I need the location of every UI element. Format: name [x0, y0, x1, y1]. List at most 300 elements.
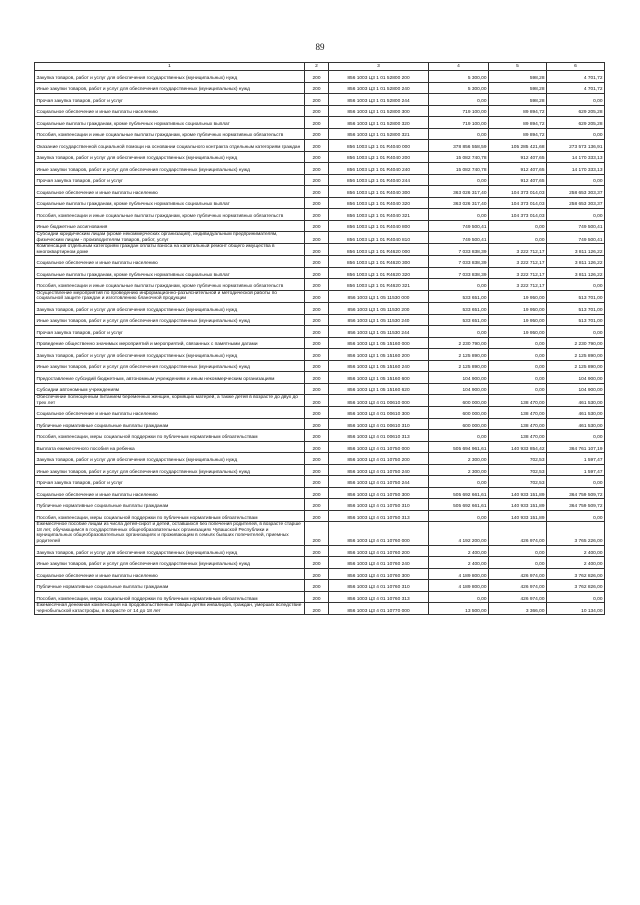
- row-code-cell: 856 1003 Ц3 1 05 11530 244: [329, 326, 429, 338]
- table-row: [35, 117, 605, 129]
- row-approved-cell: 749 500,41: [429, 220, 489, 232]
- row-code-cell: 856 1003 Ц3 1 01 52800 244: [329, 94, 429, 106]
- row-name-cell: Пособия, компенсации и иные социальные выплаты гражданам, кроме публичных нормативных обязательств: [35, 279, 305, 291]
- table-row: [35, 603, 605, 615]
- row-remaining-cell: 364 761 107,19: [547, 441, 605, 453]
- row-remaining-cell: 3 762 826,00: [547, 568, 605, 580]
- row-code-cell: 856 1003 Ц3 1 05 11530 240: [329, 314, 429, 326]
- row-remaining-cell: 0,00: [547, 128, 605, 140]
- row-approved-cell: 7 033 838,39: [429, 256, 489, 268]
- row-executed-cell: 426 974,00: [489, 568, 547, 580]
- row-executed-cell: 702,53: [489, 464, 547, 476]
- row-name-cell: Закупка товаров, работ и услуг для обеспечения государственных (муниципальных) нужд: [35, 453, 305, 465]
- row-executed-cell: 598,28: [489, 94, 547, 106]
- row-code-cell: 856 1003 Ц3 1 01 R4040 300: [329, 186, 429, 198]
- row-executed-cell: 140 933 854,42: [489, 441, 547, 453]
- table-row: [35, 487, 605, 499]
- row-executed-cell: 0,00: [489, 360, 547, 372]
- row-remaining-cell: 2 400,00: [547, 545, 605, 557]
- row-approved-cell: 2 125 890,00: [429, 349, 489, 361]
- row-approved-cell: 600 000,00: [429, 395, 489, 407]
- row-remaining-cell: 2 400,00: [547, 557, 605, 569]
- row-code-cell: 856 1003 Ц3 1 01 52800 320: [329, 117, 429, 129]
- row-code-cell: 856 1003 Ц3 1 05 11530 200: [329, 303, 429, 315]
- row-approved-cell: 0,00: [429, 430, 489, 442]
- row-name-cell: Выплата ежемесячного пособия на ребенка: [35, 441, 305, 453]
- row-remaining-cell: 3 762 826,00: [547, 580, 605, 592]
- row-remaining-cell: 364 759 509,72: [547, 487, 605, 499]
- row-name-cell: Компенсация отдельным категориям граждан оплаты взноса на капитальный ремонт общего имущества в многоквартирном доме: [35, 244, 305, 256]
- row-remaining-cell: 1 597,47: [547, 464, 605, 476]
- column-header-5: 5: [489, 63, 547, 71]
- row-approved-cell: 600 000,00: [429, 418, 489, 430]
- row-grbs-cell: 200: [305, 430, 329, 442]
- row-executed-cell: 3 366,00: [489, 603, 547, 615]
- row-name-cell: Субсидии юридическим лицам (кроме некоммерческих организаций), индивидуальным предпринимателям, физическим лицам - производителям товаров, работ, услуг: [35, 232, 305, 244]
- table-row: [35, 94, 605, 106]
- row-code-cell: 856 1003 Ц3 4 01 10770 000: [329, 603, 429, 615]
- row-approved-cell: 363 026 317,40: [429, 186, 489, 198]
- row-executed-cell: 89 894,72: [489, 128, 547, 140]
- row-executed-cell: 0,00: [489, 383, 547, 395]
- row-grbs-cell: 200: [305, 326, 329, 338]
- row-grbs-cell: 200: [305, 82, 329, 94]
- row-executed-cell: 3 222 712,17: [489, 256, 547, 268]
- row-grbs-cell: 200: [305, 128, 329, 140]
- row-name-cell: Иные бюджетные ассигнования: [35, 220, 305, 232]
- row-code-cell: 856 1003 Ц3 4 01 10760 240: [329, 557, 429, 569]
- row-executed-cell: 105 285 421,68: [489, 140, 547, 152]
- row-executed-cell: 138 470,00: [489, 418, 547, 430]
- row-remaining-cell: 629 205,28: [547, 105, 605, 117]
- row-name-cell: Закупка товаров, работ и услуг для обеспечения государственных (муниципальных) нужд: [35, 349, 305, 361]
- table-row: [35, 232, 605, 244]
- row-grbs-cell: 200: [305, 383, 329, 395]
- row-name-cell: Предоставление субсидий бюджетным, автономным учреждениям и иным некоммерческим организациям: [35, 372, 305, 384]
- row-approved-cell: 4 189 800,00: [429, 580, 489, 592]
- row-code-cell: 856 1003 Ц3 1 01 52800 300: [329, 105, 429, 117]
- row-executed-cell: 140 933 151,89: [489, 510, 547, 522]
- table-row: [35, 418, 605, 430]
- row-executed-cell: 912 407,65: [489, 151, 547, 163]
- row-remaining-cell: 364 759 509,72: [547, 499, 605, 511]
- row-code-cell: 856 1003 Ц3 1 01 R4040 000: [329, 140, 429, 152]
- row-grbs-cell: 200: [305, 267, 329, 279]
- row-name-cell: Иные закупки товаров, работ и услуг для обеспечения государственных (муниципальных) нужд: [35, 360, 305, 372]
- row-remaining-cell: 0,00: [547, 94, 605, 106]
- row-approved-cell: 533 651,00: [429, 290, 489, 302]
- row-name-cell: Публичные нормативные социальные выплаты гражданам: [35, 418, 305, 430]
- row-grbs-cell: 200: [305, 395, 329, 407]
- row-remaining-cell: 461 530,00: [547, 418, 605, 430]
- table-row: [35, 441, 605, 453]
- row-approved-cell: 104 900,00: [429, 372, 489, 384]
- row-name-cell: Обеспечение полноценным питанием беременных женщин, кормящих матерей, а также детей в возрасте до двух до трех лет: [35, 395, 305, 407]
- row-name-cell: Иные закупки товаров, работ и услуг для обеспечения государственных (муниципальных) нужд: [35, 314, 305, 326]
- row-approved-cell: 719 100,00: [429, 105, 489, 117]
- row-remaining-cell: 3 811 126,22: [547, 256, 605, 268]
- row-approved-cell: 2 125 890,00: [429, 360, 489, 372]
- table-row: [35, 453, 605, 465]
- column-header-6: 6: [547, 63, 605, 71]
- row-name-cell: Ежемесячная денежная компенсация на продовольственные товары детям инвалидов, граждан, умерших вследствие чернобыльской катастрофы, в возрасте от 14 до 18 лет: [35, 603, 305, 615]
- table-row: [35, 360, 605, 372]
- table-row: [35, 244, 605, 256]
- row-grbs-cell: 200: [305, 453, 329, 465]
- row-remaining-cell: 4 701,72: [547, 82, 605, 94]
- row-executed-cell: 3 222 712,17: [489, 244, 547, 256]
- row-executed-cell: 702,53: [489, 453, 547, 465]
- row-grbs-cell: 200: [305, 441, 329, 453]
- row-grbs-cell: 200: [305, 117, 329, 129]
- row-grbs-cell: 200: [305, 557, 329, 569]
- row-grbs-cell: 200: [305, 232, 329, 244]
- row-code-cell: 856 1003 Ц3 1 01 R4620 300: [329, 256, 429, 268]
- row-executed-cell: 598,28: [489, 82, 547, 94]
- table-row: [35, 383, 605, 395]
- table-row: [35, 591, 605, 603]
- row-remaining-cell: 0,00: [547, 430, 605, 442]
- row-grbs-cell: 200: [305, 499, 329, 511]
- row-executed-cell: 19 950,00: [489, 303, 547, 315]
- row-executed-cell: 0,00: [489, 220, 547, 232]
- row-name-cell: Публичные нормативные социальные выплаты гражданам: [35, 499, 305, 511]
- table-row: [35, 337, 605, 349]
- row-remaining-cell: 0,00: [547, 279, 605, 291]
- row-grbs-cell: 200: [305, 603, 329, 615]
- table-row: [35, 186, 605, 198]
- row-name-cell: Социальное обеспечение и иные выплаты населению: [35, 256, 305, 268]
- row-code-cell: 856 1003 Ц3 1 01 R4040 244: [329, 174, 429, 186]
- row-code-cell: 856 1003 Ц3 1 01 R4620 321: [329, 279, 429, 291]
- page-number: 89: [315, 42, 325, 52]
- row-remaining-cell: 749 500,41: [547, 232, 605, 244]
- row-remaining-cell: 3 811 126,22: [547, 267, 605, 279]
- row-executed-cell: 89 894,72: [489, 117, 547, 129]
- row-name-cell: Социальное обеспечение и иные выплаты населению: [35, 487, 305, 499]
- row-executed-cell: 138 470,00: [489, 395, 547, 407]
- row-name-cell: Прочая закупка товаров, работ и услуг: [35, 476, 305, 488]
- row-approved-cell: 7 033 838,39: [429, 244, 489, 256]
- row-executed-cell: 19 950,00: [489, 290, 547, 302]
- row-approved-cell: 5 300,00: [429, 82, 489, 94]
- budget-execution-table: [34, 62, 605, 615]
- row-code-cell: 856 1003 Ц3 1 05 15160 000: [329, 337, 429, 349]
- row-approved-cell: 2 300,00: [429, 453, 489, 465]
- row-name-cell: Закупка товаров, работ и услуг для обеспечения государственных (муниципальных) нужд: [35, 151, 305, 163]
- row-code-cell: 856 1003 Ц3 4 01 10760 300: [329, 568, 429, 580]
- table-row: [35, 407, 605, 419]
- row-grbs-cell: 200: [305, 140, 329, 152]
- row-approved-cell: 0,00: [429, 174, 489, 186]
- row-name-cell: Осуществление мероприятий по проведению информационно-разъяснительной и методической работы по социальной защите граждан и изготовлению бланочной продукции: [35, 290, 305, 302]
- row-approved-cell: 363 026 317,40: [429, 197, 489, 209]
- table-row: [35, 71, 605, 83]
- table-row: [35, 303, 605, 315]
- row-approved-cell: 15 082 740,78: [429, 163, 489, 175]
- row-name-cell: Иные закупки товаров, работ и услуг для обеспечения государственных (муниципальных) нужд: [35, 557, 305, 569]
- table-row: [35, 174, 605, 186]
- row-grbs-cell: 200: [305, 372, 329, 384]
- row-grbs-cell: 200: [305, 197, 329, 209]
- table-row: [35, 314, 605, 326]
- row-code-cell: 856 1003 Ц3 4 01 00610 000: [329, 395, 429, 407]
- table-header-row: [35, 63, 605, 71]
- row-remaining-cell: 749 500,41: [547, 220, 605, 232]
- row-grbs-cell: 200: [305, 418, 329, 430]
- row-code-cell: 856 1003 Ц3 4 01 00610 313: [329, 430, 429, 442]
- row-code-cell: 856 1003 Ц3 1 05 15160 600: [329, 372, 429, 384]
- row-approved-cell: 2 400,00: [429, 545, 489, 557]
- table-row: [35, 545, 605, 557]
- row-code-cell: 856 1003 Ц3 4 01 10750 200: [329, 453, 429, 465]
- row-approved-cell: 505 692 661,61: [429, 487, 489, 499]
- row-name-cell: Пособия, компенсации и иные социальные выплаты гражданам, кроме публичных нормативных обязательств: [35, 209, 305, 221]
- row-grbs-cell: 200: [305, 244, 329, 256]
- row-name-cell: Социальные выплаты гражданам, кроме публичных нормативных социальных выплат: [35, 197, 305, 209]
- row-executed-cell: 19 950,00: [489, 326, 547, 338]
- row-code-cell: 856 1003 Ц3 4 01 10750 313: [329, 510, 429, 522]
- row-name-cell: Субсидии автономным учреждениям: [35, 383, 305, 395]
- row-executed-cell: 0,00: [489, 349, 547, 361]
- row-approved-cell: 0,00: [429, 128, 489, 140]
- row-executed-cell: 19 950,00: [489, 314, 547, 326]
- row-grbs-cell: 200: [305, 476, 329, 488]
- row-code-cell: 856 1003 Ц3 1 01 R4040 320: [329, 197, 429, 209]
- table-row: [35, 349, 605, 361]
- row-name-cell: Социальные выплаты гражданам, кроме публичных нормативных социальных выплат: [35, 267, 305, 279]
- row-executed-cell: 702,53: [489, 476, 547, 488]
- table-row: [35, 476, 605, 488]
- table-row: [35, 290, 605, 302]
- row-remaining-cell: 513 701,00: [547, 290, 605, 302]
- row-executed-cell: 426 974,00: [489, 591, 547, 603]
- row-grbs-cell: 200: [305, 94, 329, 106]
- row-executed-cell: 912 407,65: [489, 174, 547, 186]
- row-remaining-cell: 14 170 333,13: [547, 151, 605, 163]
- table-row: [35, 220, 605, 232]
- row-approved-cell: 533 651,00: [429, 314, 489, 326]
- row-executed-cell: 426 974,00: [489, 522, 547, 545]
- row-approved-cell: 378 856 558,59: [429, 140, 489, 152]
- row-name-cell: Закупка товаров, работ и услуг для обеспечения государственных (муниципальных) нужд: [35, 71, 305, 83]
- row-remaining-cell: 3 811 126,22: [547, 244, 605, 256]
- table-row: [35, 140, 605, 152]
- row-remaining-cell: 513 701,00: [547, 303, 605, 315]
- row-name-cell: Закупка товаров, работ и услуг для обеспечения государственных (муниципальных) нужд: [35, 303, 305, 315]
- row-code-cell: 856 1003 Ц3 1 01 R4040 240: [329, 163, 429, 175]
- row-approved-cell: 15 082 740,78: [429, 151, 489, 163]
- row-grbs-cell: 200: [305, 580, 329, 592]
- table-row: [35, 209, 605, 221]
- row-approved-cell: 600 000,00: [429, 407, 489, 419]
- table-row: [35, 256, 605, 268]
- column-header-1: 1: [35, 63, 305, 71]
- row-grbs-cell: 200: [305, 174, 329, 186]
- row-code-cell: 856 1003 Ц3 1 01 52800 321: [329, 128, 429, 140]
- row-code-cell: 856 1003 Ц3 1 01 R4620 320: [329, 267, 429, 279]
- row-executed-cell: 104 373 014,03: [489, 186, 547, 198]
- row-grbs-cell: 200: [305, 290, 329, 302]
- row-grbs-cell: 200: [305, 510, 329, 522]
- row-grbs-cell: 200: [305, 337, 329, 349]
- row-code-cell: 856 1003 Ц3 4 01 10760 200: [329, 545, 429, 557]
- row-approved-cell: 533 651,00: [429, 303, 489, 315]
- row-remaining-cell: 258 653 303,37: [547, 186, 605, 198]
- row-code-cell: 856 1003 Ц3 4 01 10760 000: [329, 522, 429, 545]
- row-grbs-cell: 200: [305, 522, 329, 545]
- row-code-cell: 856 1003 Ц3 4 01 00610 300: [329, 407, 429, 419]
- row-code-cell: 856 1003 Ц3 1 05 15160 240: [329, 360, 429, 372]
- row-approved-cell: 505 692 661,61: [429, 499, 489, 511]
- column-header-4: 4: [429, 63, 489, 71]
- row-name-cell: Пособия, компенсации, меры социальной поддержки по публичным нормативным обязательствам: [35, 430, 305, 442]
- row-code-cell: 856 1003 Ц3 4 01 10750 244: [329, 476, 429, 488]
- row-code-cell: 856 1003 Ц3 4 01 10760 313: [329, 591, 429, 603]
- row-code-cell: 856 1003 Ц3 4 01 10750 310: [329, 499, 429, 511]
- column-header-3: 3: [329, 63, 429, 71]
- row-approved-cell: 2 300,00: [429, 464, 489, 476]
- table-row: [35, 464, 605, 476]
- row-remaining-cell: 2 125 890,00: [547, 360, 605, 372]
- row-code-cell: 856 1003 Ц3 1 01 52800 200: [329, 71, 429, 83]
- row-grbs-cell: 200: [305, 360, 329, 372]
- row-grbs-cell: 200: [305, 256, 329, 268]
- row-grbs-cell: 200: [305, 407, 329, 419]
- row-grbs-cell: 200: [305, 487, 329, 499]
- row-grbs-cell: 200: [305, 220, 329, 232]
- row-remaining-cell: 0,00: [547, 326, 605, 338]
- table-row: [35, 568, 605, 580]
- row-code-cell: 856 1003 Ц3 1 05 15160 620: [329, 383, 429, 395]
- row-approved-cell: 2 400,00: [429, 557, 489, 569]
- table-row: [35, 510, 605, 522]
- row-name-cell: Социальное обеспечение и иные выплаты населению: [35, 105, 305, 117]
- row-code-cell: 856 1003 Ц3 4 01 10750 000: [329, 441, 429, 453]
- row-grbs-cell: 200: [305, 209, 329, 221]
- table-row: [35, 395, 605, 407]
- table-row: [35, 279, 605, 291]
- table-row: [35, 105, 605, 117]
- row-approved-cell: 7 033 838,39: [429, 267, 489, 279]
- row-remaining-cell: 1 597,47: [547, 453, 605, 465]
- row-approved-cell: 0,00: [429, 476, 489, 488]
- row-name-cell: Социальное обеспечение и иные выплаты населению: [35, 407, 305, 419]
- table-row: [35, 326, 605, 338]
- table-row: [35, 163, 605, 175]
- row-approved-cell: 0,00: [429, 510, 489, 522]
- row-remaining-cell: 258 653 303,37: [547, 197, 605, 209]
- row-remaining-cell: 4 701,72: [547, 71, 605, 83]
- row-code-cell: 856 1003 Ц3 4 01 00610 310: [329, 418, 429, 430]
- row-approved-cell: 0,00: [429, 209, 489, 221]
- row-remaining-cell: 0,00: [547, 174, 605, 186]
- row-name-cell: Прочая закупка товаров, работ и услуг: [35, 94, 305, 106]
- table-row: [35, 267, 605, 279]
- row-code-cell: 856 1003 Ц3 1 01 R4040 321: [329, 209, 429, 221]
- table-row: [35, 197, 605, 209]
- row-code-cell: 856 1003 Ц3 1 05 15160 200: [329, 349, 429, 361]
- row-name-cell: Прочая закупка товаров, работ и услуг: [35, 174, 305, 186]
- row-remaining-cell: 273 573 136,91: [547, 140, 605, 152]
- row-remaining-cell: 104 900,00: [547, 383, 605, 395]
- row-code-cell: 856 1003 Ц3 4 01 10750 240: [329, 464, 429, 476]
- row-name-cell: Иные закупки товаров, работ и услуг для обеспечения государственных (муниципальных) нужд: [35, 464, 305, 476]
- row-grbs-cell: 200: [305, 151, 329, 163]
- row-grbs-cell: 200: [305, 591, 329, 603]
- row-code-cell: 856 1003 Ц3 1 01 R4040 810: [329, 232, 429, 244]
- row-code-cell: 856 1003 Ц3 4 01 10760 310: [329, 580, 429, 592]
- table-row: [35, 151, 605, 163]
- row-approved-cell: 0,00: [429, 591, 489, 603]
- row-remaining-cell: 461 530,00: [547, 395, 605, 407]
- row-remaining-cell: 104 900,00: [547, 372, 605, 384]
- row-name-cell: Прочая закупка товаров, работ и услуг: [35, 326, 305, 338]
- row-approved-cell: 13 500,00: [429, 603, 489, 615]
- row-executed-cell: 138 470,00: [489, 407, 547, 419]
- row-approved-cell: 0,00: [429, 94, 489, 106]
- row-name-cell: Проведение общественно значимых мероприятий и мероприятий, связанных с памятными датами: [35, 337, 305, 349]
- row-remaining-cell: 2 230 790,00: [547, 337, 605, 349]
- row-remaining-cell: 14 170 333,13: [547, 163, 605, 175]
- row-remaining-cell: 2 125 890,00: [547, 349, 605, 361]
- row-grbs-cell: 200: [305, 314, 329, 326]
- row-remaining-cell: 629 205,28: [547, 117, 605, 129]
- row-code-cell: 856 1003 Ц3 4 01 10750 300: [329, 487, 429, 499]
- row-grbs-cell: 200: [305, 464, 329, 476]
- row-remaining-cell: 0,00: [547, 510, 605, 522]
- table-row: [35, 372, 605, 384]
- row-name-cell: Иные закупки товаров, работ и услуг для обеспечения государственных (муниципальных) нужд: [35, 163, 305, 175]
- row-executed-cell: 426 974,00: [489, 580, 547, 592]
- row-name-cell: Социальное обеспечение и иные выплаты населению: [35, 186, 305, 198]
- row-executed-cell: 912 407,65: [489, 163, 547, 175]
- row-approved-cell: 0,00: [429, 279, 489, 291]
- row-grbs-cell: 200: [305, 71, 329, 83]
- row-grbs-cell: 200: [305, 163, 329, 175]
- row-grbs-cell: 200: [305, 349, 329, 361]
- table-row: [35, 557, 605, 569]
- row-approved-cell: 719 100,00: [429, 117, 489, 129]
- row-name-cell: Публичные нормативные социальные выплаты гражданам: [35, 580, 305, 592]
- row-executed-cell: 104 373 014,03: [489, 197, 547, 209]
- row-executed-cell: 89 894,72: [489, 105, 547, 117]
- row-remaining-cell: 10 134,00: [547, 603, 605, 615]
- row-grbs-cell: 200: [305, 186, 329, 198]
- row-executed-cell: 3 222 712,17: [489, 279, 547, 291]
- row-executed-cell: 0,00: [489, 545, 547, 557]
- row-remaining-cell: 461 530,00: [547, 407, 605, 419]
- row-approved-cell: 4 192 200,00: [429, 522, 489, 545]
- row-approved-cell: 0,00: [429, 326, 489, 338]
- row-remaining-cell: 0,00: [547, 209, 605, 221]
- row-grbs-cell: 200: [305, 568, 329, 580]
- row-executed-cell: 140 933 151,89: [489, 499, 547, 511]
- row-executed-cell: 140 933 151,89: [489, 487, 547, 499]
- table-row: [35, 430, 605, 442]
- row-executed-cell: 0,00: [489, 232, 547, 244]
- row-remaining-cell: 3 765 226,00: [547, 522, 605, 545]
- row-name-cell: Пособия, компенсации и иные социальные выплаты гражданам, кроме публичных нормативных обязательств: [35, 128, 305, 140]
- row-remaining-cell: 513 701,00: [547, 314, 605, 326]
- table-row: [35, 499, 605, 511]
- row-grbs-cell: 200: [305, 279, 329, 291]
- table-row: [35, 128, 605, 140]
- row-remaining-cell: 0,00: [547, 591, 605, 603]
- row-approved-cell: 5 300,00: [429, 71, 489, 83]
- row-name-cell: Оказание государственной социальной помощи на основании социального контракта отдельным категориям граждан: [35, 140, 305, 152]
- row-executed-cell: 104 373 014,03: [489, 209, 547, 221]
